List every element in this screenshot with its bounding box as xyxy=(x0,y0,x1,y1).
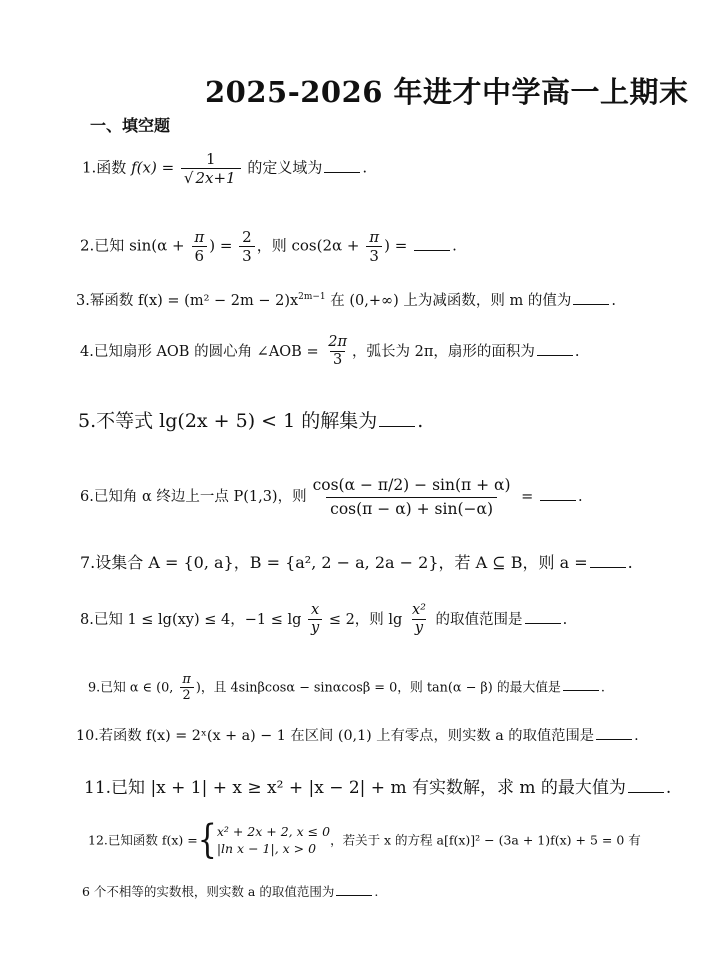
q12-case-2: |ln x − 1|, x > 0 xyxy=(216,840,317,856)
q5-answer-blank[interactable] xyxy=(379,425,415,427)
q8-y: y xyxy=(308,619,322,637)
q12-line2: 6 个不相等的实数根，则实数 a 的取值范围为 xyxy=(82,884,335,899)
question-2: 2.已知 sin(α + $\frac{\pi}{6}$ ) = $\frac{2}{3}$ ，则 cos(2α + $\frac{\pi}{3}$ ) = . xyxy=(80,228,457,265)
q10-answer-blank[interactable] xyxy=(596,738,632,740)
question-7: 7.设集合 A = {0, a}，B = {a², 2 − a, 2a − 2}，若 A ⊆ B，则 a = . xyxy=(80,553,633,572)
q1-suffix: 的定义域为 xyxy=(242,158,323,177)
q3-suffix: 在 (0,+∞) 上为减函数，则 m 的值为 xyxy=(325,292,572,309)
q8-x: x xyxy=(311,602,320,618)
section-heading: 一、填空题 xyxy=(90,116,171,135)
q4-fraction xyxy=(325,334,350,370)
q2-fraction-pi6 xyxy=(191,228,207,265)
q1-fraction xyxy=(181,150,241,187)
question-11: 11.已知 |x + 1| + x ≥ x² + |x − 2| + m 有实数解，求 m 的最大值为 . xyxy=(84,778,672,798)
q2-fraction-pi3 xyxy=(366,228,382,265)
q2-pi: π xyxy=(194,228,205,246)
q10-text: 10.若函数 f(x) = 2ˣ(x + a) − 1 在区间 (0,1) 上有零点，则实数 a 的取值范围是 xyxy=(76,728,595,744)
q2-three2: 3 xyxy=(366,246,382,265)
q4-denominator: 3 xyxy=(330,351,345,369)
q4-answer-blank[interactable] xyxy=(537,354,573,356)
q12-brace: { xyxy=(197,817,217,863)
q9-prefix: 9.已知 α ∈ (0, xyxy=(88,680,178,696)
q8-answer-blank[interactable] xyxy=(525,622,561,624)
q4-suffix: ，弧长为 2π，扇形的面积为 xyxy=(351,343,535,360)
q1-sqrt-sign: √ xyxy=(183,169,194,187)
q9-pi: π xyxy=(182,672,191,687)
q11-answer-blank[interactable] xyxy=(628,791,664,793)
q8-fraction-xy xyxy=(308,602,322,638)
q2-expr1-end: ) = xyxy=(209,236,238,255)
q12-case-1: x² + 2x + 2, x ≤ 0 xyxy=(216,824,331,839)
q4-numerator: 2π xyxy=(328,334,347,350)
q3-answer-blank[interactable] xyxy=(573,303,609,305)
q2-two: 2 xyxy=(242,228,252,246)
q2-expr1: sin(α + xyxy=(129,236,190,255)
q8-prefix: 8.已知 1 ≤ lg(xy) ≤ 4，−1 ≤ lg xyxy=(80,611,307,628)
question-3: 3.幂函数 $f(x) = (m^2 - 2m - 2)x^{2m-1}$ 在 (0,+∞) 上为减函数，则 m 的值为 . xyxy=(76,292,616,309)
q6-numerator: cos(α − π/2) − sin(π + α) xyxy=(312,476,511,494)
question-10: 10.若函数 f(x) = 2ˣ(x + a) − 1 在区间 (0,1) 上有零点，则实数 a 的取值范围是 . xyxy=(76,728,639,744)
q9-two: 2 xyxy=(180,687,194,703)
question-12 xyxy=(88,817,641,863)
q6-answer-blank[interactable] xyxy=(540,499,576,501)
q7-text: 7.设集合 A = {0, a}，B = {a², 2 − a, 2a − 2}，若 A ⊆ B，则 a = xyxy=(80,553,588,572)
q1-answer-blank[interactable] xyxy=(324,171,360,173)
q2-three: 3 xyxy=(239,246,255,265)
q2-expr2-end: ) = xyxy=(384,236,413,255)
q5-text: 5.不等式 lg(2x + 5) < 1 的解集为 xyxy=(78,410,378,432)
q6-fraction xyxy=(309,474,515,520)
q1-fx: f(x) = xyxy=(131,158,179,177)
q1-sqrt-expr: 2x+1 xyxy=(195,169,236,187)
question-12-line-2: 6 个不相等的实数根，则实数 a 的取值范围为 . xyxy=(82,884,379,899)
page-title: 2025-2026 年进才中学高一上期末 xyxy=(205,75,689,109)
question-9: 9.已知 α ∈ (0, $\frac{\pi}{2}$ )，且 4sinβcosα − sinαcosβ = 0，则 tan(α − β) 的最大值是 . xyxy=(88,672,605,704)
q2-pi2: π xyxy=(369,228,380,246)
q8-x2: x² xyxy=(411,602,426,618)
q2-fraction-23 xyxy=(239,228,255,265)
q2-six: 6 xyxy=(192,246,208,265)
q11-text: 11.已知 |x + 1| + x ≥ x² + |x − 2| + m 有实数解，求 m 的最大值为 xyxy=(84,778,626,798)
q3-exponent: 2m−1 xyxy=(298,292,326,302)
q3-text: 3.幂函数 f(x) = (m² − 2m − 2)x xyxy=(76,292,299,309)
q12-prefix: 12.已知函数 f(x) = xyxy=(88,832,198,848)
q1-prefix: 1.函数 xyxy=(82,158,132,177)
question-1: 1.函数 f(x) = $\frac{1}{√ 2x+1}$ 的定义域为 . xyxy=(82,150,368,187)
q1-numerator: 1 xyxy=(205,150,216,168)
question-5: 5.不等式 lg(2x + 5) < 1 的解集为 . xyxy=(78,410,424,432)
q8-fraction-x2y xyxy=(409,602,429,638)
q9-fraction xyxy=(179,672,193,704)
q2-expr2: cos(2α + xyxy=(291,236,365,255)
q2-mid: ，则 xyxy=(256,236,292,255)
q2-answer-blank[interactable] xyxy=(414,249,450,251)
q6-prefix: 6.已知角 α 终边上一点 P(1,3)，则 xyxy=(80,489,307,506)
q8-y2: y xyxy=(412,619,426,637)
q9-suffix: )，且 4sinβcosα − sinαcosβ = 0，则 tan(α − β) 的最大值是 xyxy=(195,680,561,696)
question-4: 4.已知扇形 AOB 的圆心角 ∠AOB = $\frac{2\pi}{3}$ ，弧长为 2π，扇形的面积为 . xyxy=(80,334,580,369)
q12-cases xyxy=(217,824,330,858)
q12-answer-blank[interactable] xyxy=(336,894,372,896)
q7-answer-blank[interactable] xyxy=(590,566,626,568)
question-8: 8.已知 1 ≤ lg(xy) ≤ 4，−1 ≤ lg $\frac{x}{y}$ ≤ 2，则 lg $\frac{\text{x²}}{y}$ 的取值范围是 . xyxy=(80,602,568,637)
q2-prefix: 2.已知 xyxy=(80,236,130,255)
q8-suffix: 的取值范围是 xyxy=(430,611,523,628)
question-6: 6.已知角 α 终边上一点 P(1,3)，则 $\frac{\cos(\alpha - \pi/2) - \sin(\pi + \alpha)}{\cos(\pi - \alpha) + \sin(-\alpha)}$ = . xyxy=(80,474,583,520)
q12-suffix: ，若关于 x 的方程 a[f(x)]² − (3a + 1)f(x) + 5 = 0 有 xyxy=(330,832,641,848)
q9-answer-blank[interactable] xyxy=(563,689,599,691)
q6-equals: = xyxy=(516,489,538,506)
q6-denominator: cos(π − α) + sin(−α) xyxy=(326,497,497,521)
q1-denominator xyxy=(181,168,241,187)
q8-mid: ≤ 2，则 lg xyxy=(324,611,407,628)
q4-prefix: 4.已知扇形 AOB 的圆心角 ∠AOB = xyxy=(80,343,324,360)
